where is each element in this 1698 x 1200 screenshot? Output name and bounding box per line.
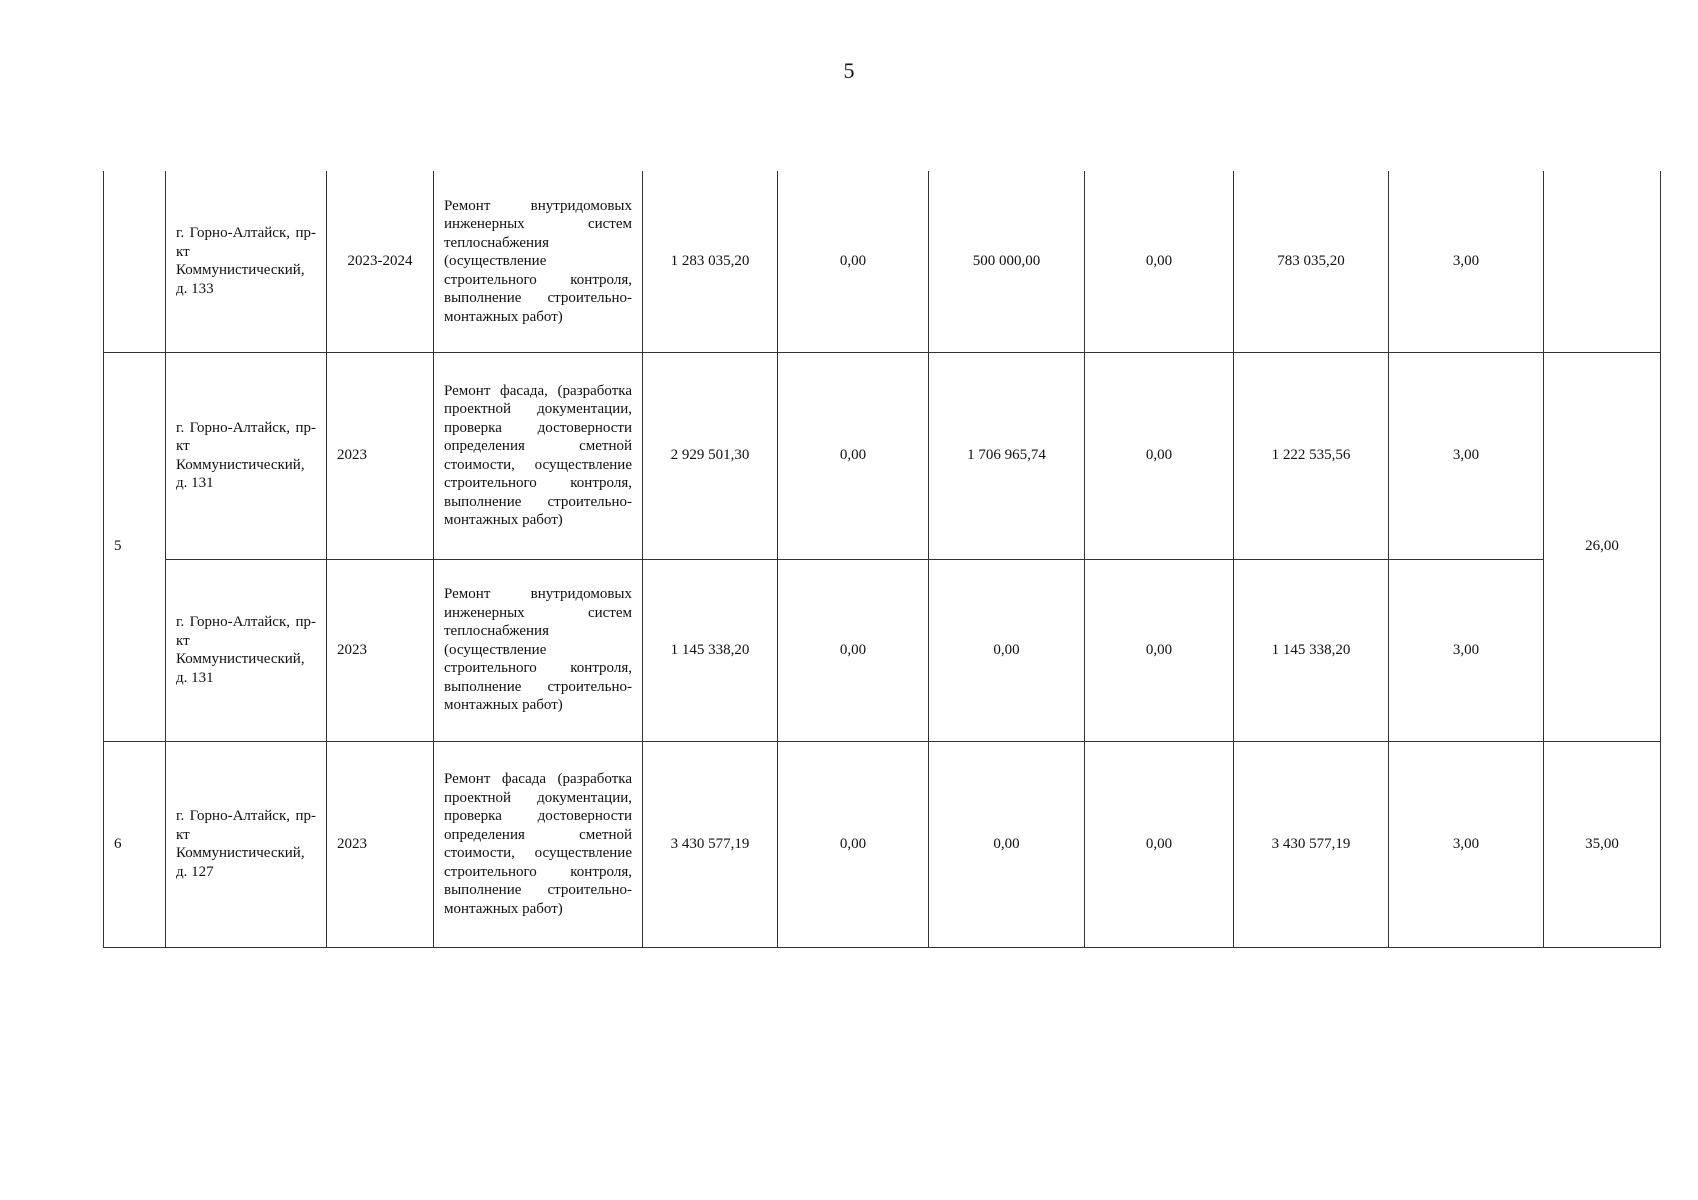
period-cell: 2023-2024: [327, 171, 434, 352]
amount-cell-1: 0,00: [778, 559, 929, 741]
amount-cell-3: 0,00: [1085, 171, 1234, 352]
amount-cell-5: 3,00: [1389, 171, 1544, 352]
address-cell: г. Горно-Алтайск, пр-кт Коммунистический, д. 131: [166, 352, 327, 559]
amount-cell-5: 3,00: [1389, 559, 1544, 741]
amount-cell-3: 0,00: [1085, 352, 1234, 559]
amount-cell-6: 26,00: [1544, 352, 1661, 741]
repair-works-table: [103, 171, 1661, 948]
row-number: 5: [104, 352, 166, 741]
total-cost-cell: 3 430 577,19: [643, 741, 778, 947]
work-description-cell: Ремонт внутридомовых инженерных систем теплоснабжения (осуществление строительного контроля, выполнение строительно-монтажных работ): [434, 171, 643, 352]
row-number: 6: [104, 741, 166, 947]
address-cell: г. Горно-Алтайск, пр-кт Коммунистический, д. 127: [166, 741, 327, 947]
work-description-cell: Ремонт внутридомовых инженерных систем теплоснабжения (осуществление строительного контроля, выполнение строительно-монтажных работ): [434, 559, 643, 741]
amount-cell-4: 3 430 577,19: [1234, 741, 1389, 947]
total-cost-cell: 1 145 338,20: [643, 559, 778, 741]
table-row: [104, 741, 1661, 947]
total-cost-cell: 1 283 035,20: [643, 171, 778, 352]
amount-cell-3: 0,00: [1085, 741, 1234, 947]
amount-cell-4: 1 145 338,20: [1234, 559, 1389, 741]
amount-cell-5: 3,00: [1389, 741, 1544, 947]
amount-cell-1: 0,00: [778, 171, 929, 352]
amount-cell-2: 1 706 965,74: [929, 352, 1085, 559]
amount-cell-5: 3,00: [1389, 352, 1544, 559]
table-row: [104, 171, 1661, 352]
amount-cell-3: 0,00: [1085, 559, 1234, 741]
work-description-cell: Ремонт фасада, (разработка проектной документации, проверка достоверности определения сметной стоимости, осуществление строительного контроля, выполнение строительно-монтажных работ): [434, 352, 643, 559]
row-number: [104, 171, 166, 352]
table-row: [104, 559, 1661, 741]
amount-cell-1: 0,00: [778, 352, 929, 559]
total-cost-cell: 2 929 501,30: [643, 352, 778, 559]
amount-cell-4: 783 035,20: [1234, 171, 1389, 352]
period-cell: 2023: [327, 741, 434, 947]
address-cell: г. Горно-Алтайск, пр-кт Коммунистический, д. 133: [166, 171, 327, 352]
page-number: 5: [843, 58, 855, 83]
work-description-cell: Ремонт фасада (разработка проектной документации, проверка достоверности определения сметной стоимости, осуществление строительного контроля, выполнение строительно-монтажных работ): [434, 741, 643, 947]
amount-cell-2: 500 000,00: [929, 171, 1085, 352]
period-cell: 2023: [327, 559, 434, 741]
amount-cell-2: 0,00: [929, 559, 1085, 741]
period-cell: 2023: [327, 352, 434, 559]
amount-cell-4: 1 222 535,56: [1234, 352, 1389, 559]
table-row: [104, 352, 1661, 559]
amount-cell-2: 0,00: [929, 741, 1085, 947]
amount-cell-6: [1544, 171, 1661, 352]
amount-cell-6: 35,00: [1544, 741, 1661, 947]
address-cell: г. Горно-Алтайск, пр-кт Коммунистический, д. 131: [166, 559, 327, 741]
amount-cell-1: 0,00: [778, 741, 929, 947]
